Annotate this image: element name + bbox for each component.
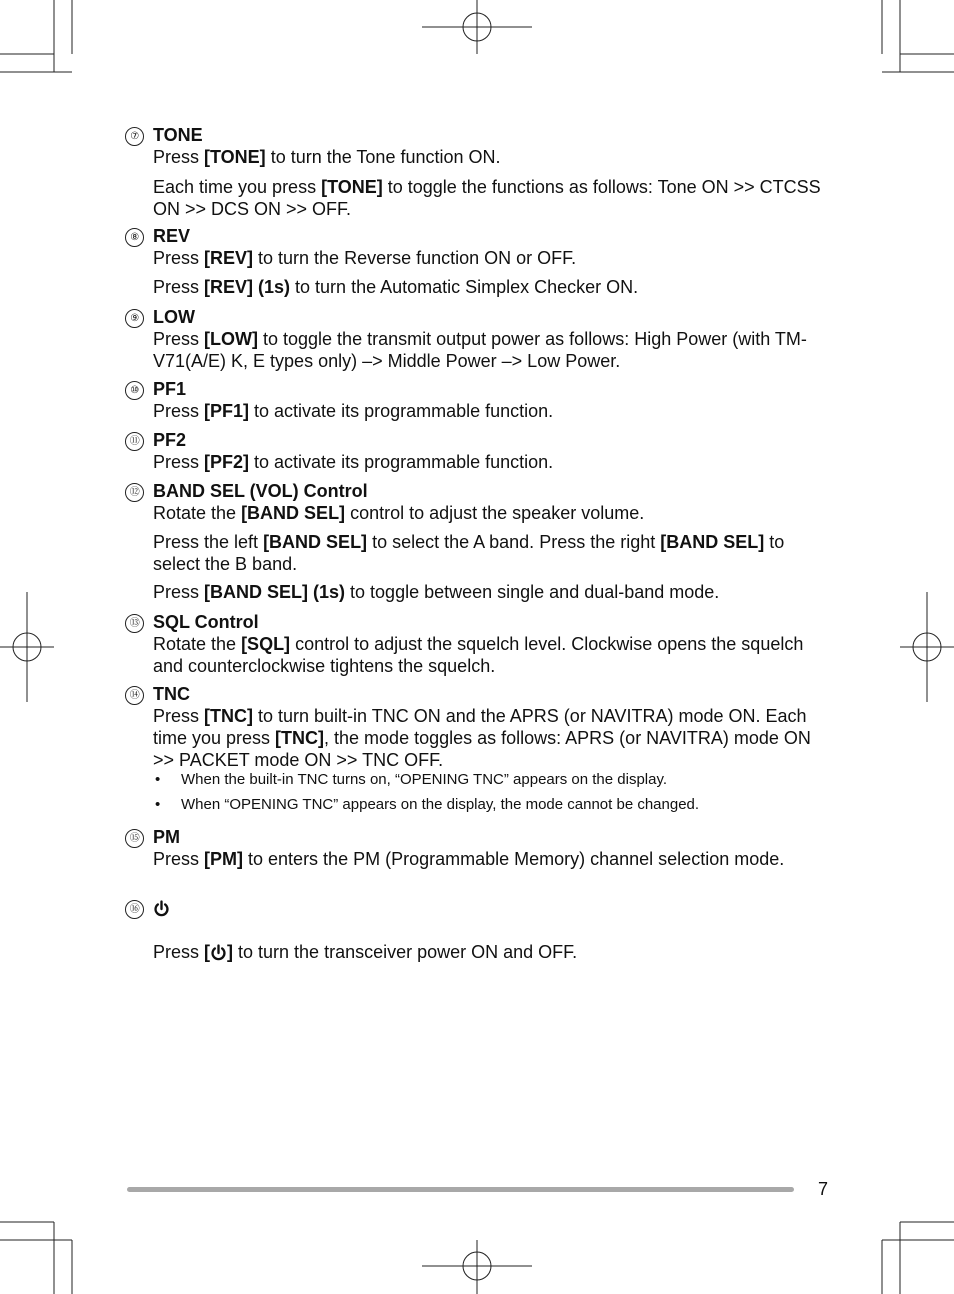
power-icon (210, 944, 227, 961)
bullet-symbol: • (155, 771, 161, 788)
section-title: TONE (153, 125, 203, 145)
text-run: to turn the Automatic Simplex Checker ON. (290, 277, 639, 297)
section-title: PF2 (153, 430, 187, 450)
text-run: control to adjust the speaker volume. (345, 503, 645, 523)
text-run: Press (153, 849, 205, 869)
section-paragraph (153, 247, 833, 269)
item-number: ⑪ (125, 432, 144, 451)
text-run: to turn the Reverse function ON or OFF. (253, 248, 577, 268)
item-number: ⑭ (125, 686, 144, 705)
key-label: [TONE] (321, 177, 383, 197)
bullet-text: When the built-in TNC turns on, “OPENING TNC” appears on the display. (181, 771, 668, 788)
section-paragraph (153, 451, 833, 473)
text-run: to turn the transceiver power ON and OFF. (233, 942, 578, 962)
key-label: [REV] (204, 248, 254, 268)
section-paragraph (153, 633, 833, 677)
key-label: [TONE] (204, 147, 266, 167)
section-title: BAND SEL (VOL) Control (153, 481, 368, 501)
text-run: to select the B band. (153, 532, 785, 574)
section-paragraph (153, 705, 833, 771)
text-run: Press (153, 942, 205, 962)
text-run: to turn built-in TNC ON and the APRS (or NAVITRA) mode ON. Each time you press (153, 706, 807, 748)
key-label: [PM] (204, 849, 244, 869)
item-number: ⑮ (125, 829, 144, 848)
text-run: Press (153, 452, 205, 472)
key-label: [ (204, 942, 211, 962)
text-run: Each time you press (153, 177, 322, 197)
section-paragraph (153, 176, 833, 220)
section-title: SQL Control (153, 612, 259, 632)
section-paragraph (153, 400, 833, 422)
section-title: LOW (153, 307, 195, 327)
text-run: Press (153, 277, 205, 297)
item-number: ⑦ (125, 127, 144, 146)
item-number: ⑧ (125, 228, 144, 247)
item-number: ⑫ (125, 483, 144, 502)
item-number: ⑩ (125, 381, 144, 400)
section-title (153, 897, 170, 919)
section-paragraph (153, 502, 833, 524)
section-paragraph (153, 848, 833, 870)
section-paragraph (153, 146, 833, 168)
section-paragraph (153, 276, 833, 298)
key-label: [PF1] (204, 401, 250, 421)
item-number: ⑨ (125, 309, 144, 328)
key-label: [BAND SEL] (241, 503, 346, 523)
section-title: PF1 (153, 379, 187, 399)
text-run: to activate its programmable function. (249, 401, 554, 421)
text-run: Press (153, 248, 205, 268)
key-label: [LOW] (204, 329, 258, 349)
section-title: TNC (153, 684, 190, 704)
text-run: Rotate the (153, 503, 242, 523)
text-run: to activate its programmable function. (249, 452, 554, 472)
item-number: ⑬ (125, 614, 144, 633)
key-label: [BAND SEL] (1s) (204, 582, 346, 602)
key-label: [SQL] (241, 634, 291, 654)
power-icon (153, 900, 170, 917)
key-label: [BAND SEL] (660, 532, 765, 552)
section-title: REV (153, 226, 191, 246)
text-run: to select the A band. Press the right (367, 532, 661, 552)
text-run: , the mode toggles as follows: APRS (or NAVITRA) mode ON >> PACKET mode ON >> TNC OFF. (153, 728, 811, 770)
key-label: [TNC] (204, 706, 253, 726)
text-run: to toggle the transmit output power as follows: High Power (with TM-V71(A/E) K, E types only) –> Middle Power –> Low Power. (153, 329, 807, 371)
footer-rule (127, 1187, 794, 1192)
text-run: Press (153, 147, 205, 167)
page-number: 7 (817, 1179, 828, 1199)
bullet-symbol: • (155, 796, 161, 813)
text-run: Press (153, 329, 205, 349)
text-run: to toggle between single and dual-band mode. (345, 582, 720, 602)
text-run: to turn the Tone function ON. (265, 147, 501, 167)
text-run: Rotate the (153, 634, 242, 654)
item-number: ⑯ (125, 900, 144, 919)
text-run: to toggle the functions as follows: Tone ON >> CTCSS ON >> DCS ON >> OFF. (153, 177, 821, 219)
text-run: Press the left (153, 532, 264, 552)
key-label: [BAND SEL] (263, 532, 368, 552)
key-label: [TNC] (275, 728, 325, 748)
section-paragraph (153, 581, 833, 603)
text-run: Press (153, 706, 205, 726)
section-paragraph (153, 531, 833, 575)
section-paragraph (153, 328, 833, 372)
section-title: PM (153, 827, 180, 847)
text-run: Press (153, 582, 205, 602)
text-run: control to adjust the squelch level. Clockwise opens the squelch and counterclockwise tightens the squelch. (153, 634, 804, 676)
key-label: [PF2] (204, 452, 250, 472)
key-label: [REV] (1s) (204, 277, 291, 297)
key-label: ] (227, 942, 234, 962)
text-run: Press (153, 401, 205, 421)
bullet-text: When “OPENING TNC” appears on the display, the mode cannot be changed. (181, 796, 700, 813)
text-run: to enters the PM (Programmable Memory) channel selection mode. (243, 849, 785, 869)
section-paragraph (153, 941, 833, 963)
